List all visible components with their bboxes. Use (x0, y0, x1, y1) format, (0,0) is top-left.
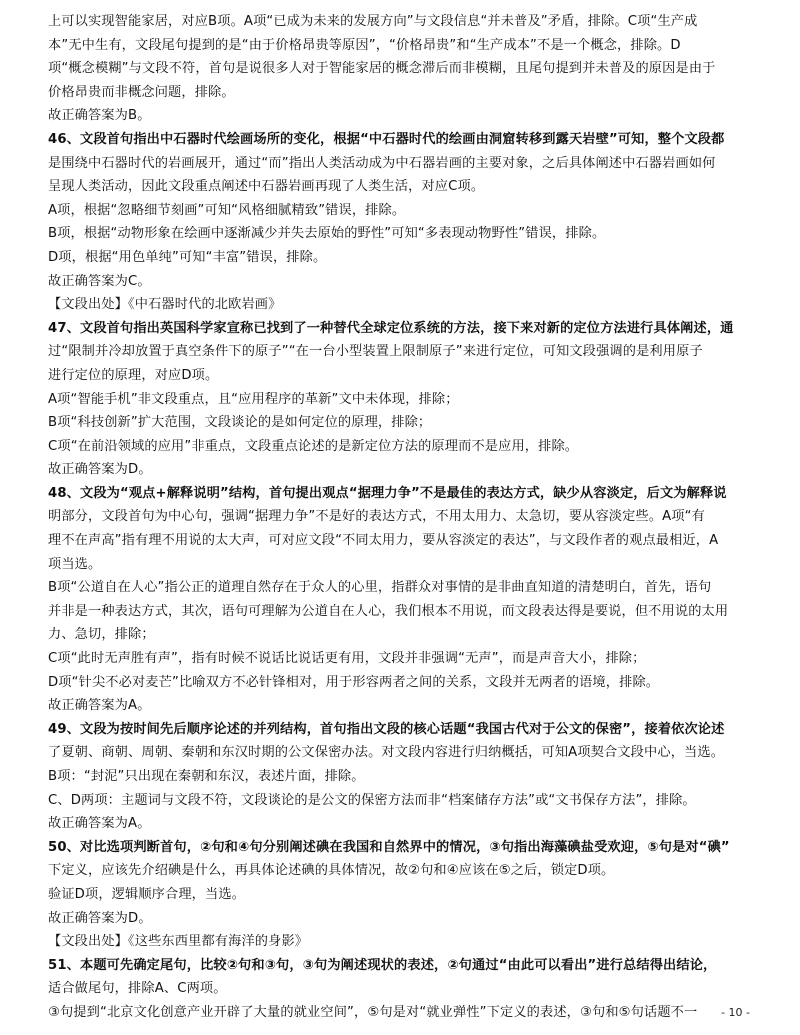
text-line: 【文段出处】《这些东西里都有海洋的身影》 (48, 934, 309, 950)
text-line: A项“智能手机”非文段重点，且“应用程序的革新”文中未体现，排除； (48, 391, 459, 407)
text-line: 46、文段首句指出中石器时代绘画场所的变化，根据“中石器时代的绘画由洞窟转移到露天岩壁”可知，整个文段都 (48, 131, 725, 147)
text-line: 50、对比选项判断首句，②句和④句分别阐述碘在我国和自然界中的情况，③句指出海藻碘盐受欢迎，⑤句是对“碘” (48, 839, 730, 855)
text-line: 理不在声高”指有理不用说的太大声，可对应文段“不同太用力，要从容淡定的表达”，与文段作者的观点最相近，A (48, 533, 719, 549)
text-line: 故正确答案为A。 (48, 698, 151, 714)
text-line: ③句提到“北京文化创意产业开辟了大量的就业空间”，⑤句是对“就业弹性”下定义的表述，③句和⑤句话题不一 (48, 1004, 698, 1020)
text-line: 故正确答案为D。 (48, 462, 152, 478)
document-body (48, 10, 760, 1025)
text-line: B项：“封泥”只出现在秦朝和东汉，表述片面，排除。 (48, 769, 365, 784)
text-line: 47、文段首句指出英国科学家宣称已找到了一种替代全球定位系统的方法，接下来对新的定位方法进行具体阐述，通 (48, 320, 734, 336)
text-line: D项，根据“用色单纯”可知“丰富”错误，排除。 (48, 249, 327, 265)
text-line: 项“概念模糊”与文段不符，首句是说很多人对于智能家居的概念滞后而非模糊，且尾句提到并未普及的原因是由于 (48, 61, 716, 77)
text-line: 48、文段为“观点+解释说明”结构，首句提出观点“据理力争”不是最佳的表达方式，缺少从容淡定，后文为解释说 (48, 485, 727, 501)
text-line: A项，根据“忽略细节刻画”可知“风格细腻精致”错误，排除。 (48, 202, 406, 218)
text-line: B项“公道自在人心”指公正的道理自然存在于众人的心里，指群众对事情的是非曲直知道的清楚明白，首先，语句 (48, 580, 712, 596)
text-line: 51、本题可先确定尾句，比较②句和③句，③句为阐述现状的表述，②句通过“由此可以看出”进行总结得出结论， (48, 957, 717, 973)
text-line: 呈现人类活动，因此文段重点阐述中石器岩画再现了人类生活，对应C项。 (48, 179, 485, 195)
text-line: 49、文段为按时间先后顺序论述的并列结构，首句指出文段的核心话题“我国古代对于公文的保密”，接着依次论述 (48, 721, 725, 737)
text-line: 明部分，文段首句为中心句，强调“据理力争”不是好的表达方式，不用太用力、太急切，要从容淡定些。A项“有 (48, 509, 705, 525)
text-line: 【文段出处】《中石器时代的北欧岩画》 (48, 297, 282, 313)
text-line: 故正确答案为A。 (48, 816, 151, 832)
text-line: 上可以实现智能家居，对应B项。A项“已成为未来的发展方向”与文段信息“并未普及”矛盾，排除。C项“生产成 (48, 14, 698, 29)
text-line: C项“在前沿领域的应用”非重点，文段重点论述的是新定位方法的原理而不是应用，排除。 (48, 438, 579, 454)
text-line: 了夏朝、商朝、周朝、秦朝和东汉时期的公文保密办法。对文段内容进行归纳概括，可知A项契合文段中心，当选。 (48, 745, 725, 761)
text-line: 故正确答案为B。 (48, 108, 151, 124)
text-line: 是围绕中石器时代的岩画展开，通过“而”指出人类活动成为中石器岩画的主要对象，之后具体阐述中石器岩画如何 (48, 155, 716, 171)
text-line: B项“科技创新”扩大范围，文段谈论的是如何定位的原理，排除； (48, 415, 432, 431)
text-line: C项“此时无声胜有声”，指有时候不说话比说话更有用，文段并非强调“无声”，而是声音大小，排除； (48, 651, 646, 667)
text-line: 适合做尾句，排除A、C两项。 (48, 981, 227, 997)
text-line: 进行定位的原理，对应D项。 (48, 367, 219, 383)
text-line: 故正确答案为D。 (48, 910, 152, 926)
text-line: 价格昂贵而非概念问题，排除。 (48, 84, 235, 100)
text-line: B项，根据“动物形象在绘画中逐渐减少并失去原始的野性”可知“多表现动物野性”错误，排除。 (48, 226, 606, 242)
page-number: - 10 - (721, 1006, 750, 1019)
text-line: 本”无中生有，文段尾句提到的是“由于价格昂贵等原因”，“价格昂贵”和“生产成本”不是一个概念，排除。D (48, 37, 681, 53)
text-line: 并非是一种表达方式，其次，语句可理解为公道自在人心，我们根本不用说，而文段表达得是要说，但不用说的太用 (48, 603, 729, 619)
text-line: 力、急切，排除； (48, 627, 155, 643)
text-line: C、D两项：主题词与文段不符，文段谈论的是公文的保密方法而非“档案储存方法”或“文书保存方法”，排除。 (48, 792, 696, 808)
text-line: D项“针尖不必对麦芒”比喻双方不必针锋相对，用于形容两者之间的关系，文段并无两者的语境，排除。 (48, 674, 660, 690)
text-line: 故正确答案为C。 (48, 273, 151, 289)
text-line: 项当选。 (48, 556, 102, 572)
text-line: 过“限制并冷却放置于真空条件下的原子”“在一台小型装置上限制原子”来进行定位，可知文段强调的是利用原子 (48, 344, 703, 360)
text-line: 验证D项，逻辑顺序合理，当选。 (48, 886, 246, 902)
text-line: 下定义，应该先介绍碘是什么，再具体论述碘的具体情况，故②句和④应该在⑤之后，锁定D项。 (48, 863, 615, 879)
